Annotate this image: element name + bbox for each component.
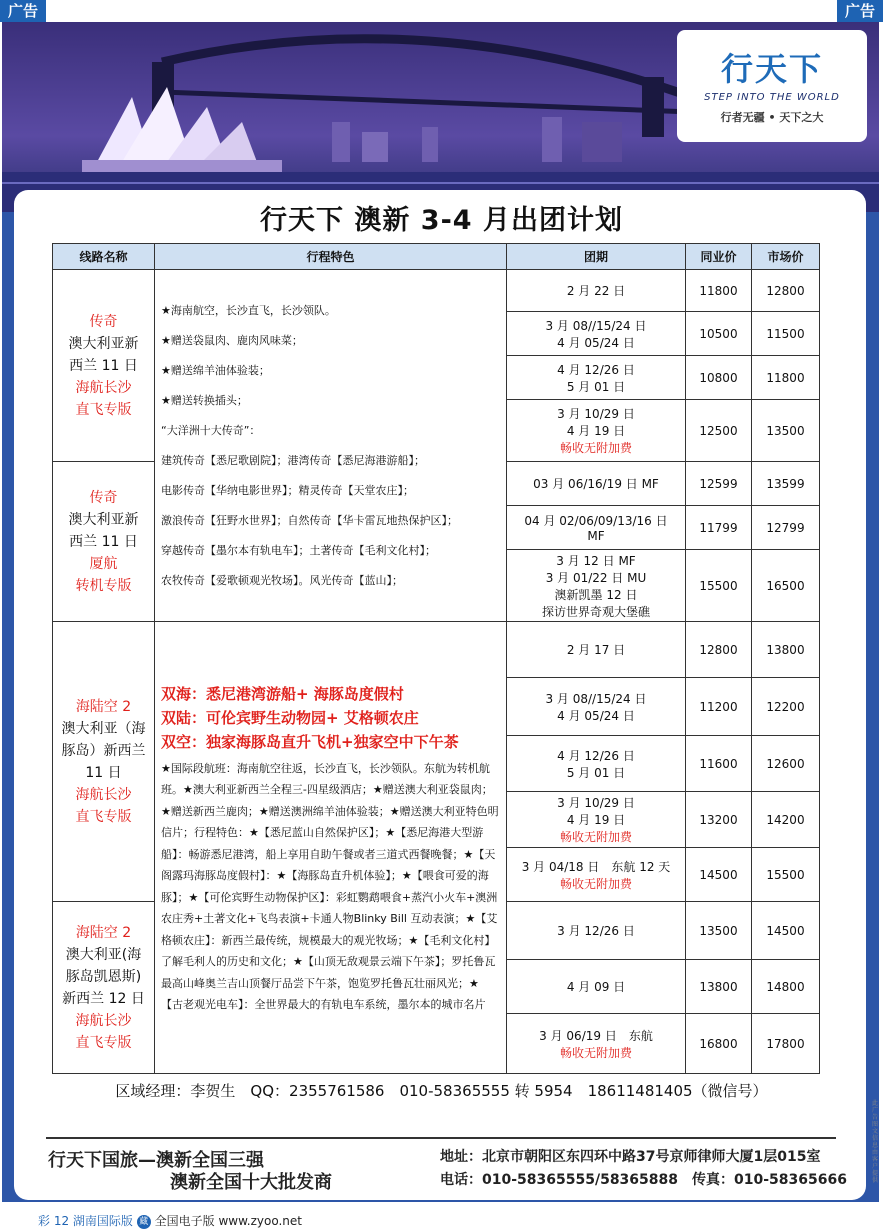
peer-price-cell: 11600 bbox=[686, 736, 752, 792]
peer-price-cell: 14500 bbox=[686, 848, 752, 902]
date-cell: 3 月 12 日 MF 3 月 01/22 日 MU 澳新凯墨 12 日 探访世界奇观大堡礁 bbox=[507, 550, 686, 622]
edition-name: 湖南国际版 bbox=[72, 1214, 133, 1228]
tour-schedule-table bbox=[52, 243, 820, 1074]
xingtianxia-logo bbox=[677, 30, 867, 142]
date-cell: 2 月 22 日 bbox=[507, 270, 686, 312]
page-number: 彩 12 bbox=[38, 1214, 70, 1228]
route-cell: 传奇 澳大利亚新 西兰 11 日 海航长沙 直飞专版 bbox=[53, 270, 155, 462]
peer-price-cell: 13800 bbox=[686, 960, 752, 1014]
market-price-cell: 14200 bbox=[752, 792, 820, 848]
date-cell: 3 月 08//15/24 日 4 月 05/24 日 bbox=[507, 678, 686, 736]
peer-price-cell: 12800 bbox=[686, 622, 752, 678]
contact-line: 区域经理：李贺生 QQ：2355761586 010-58365555 转 5954 18611481405（微信号） bbox=[115, 1082, 768, 1100]
site-url[interactable]: www.zyoo.net bbox=[218, 1214, 302, 1228]
market-price-cell: 14500 bbox=[752, 902, 820, 960]
col-header-peer-price: 同业价 bbox=[686, 244, 752, 270]
market-price-cell: 13599 bbox=[752, 462, 820, 506]
table-row bbox=[53, 622, 820, 678]
peer-price-cell: 15500 bbox=[686, 550, 752, 622]
peer-price-cell: 11799 bbox=[686, 506, 752, 550]
footer-slogan-2: 澳新全国十大批发商 bbox=[170, 1172, 332, 1193]
date-cell: 03 月 06/16/19 日 MF bbox=[507, 462, 686, 506]
peer-price-cell: 12599 bbox=[686, 462, 752, 506]
peer-price-cell: 11200 bbox=[686, 678, 752, 736]
logo-main-text: 行天下 bbox=[720, 50, 823, 88]
ad-label-left: 广告 bbox=[0, 0, 46, 22]
features-cell: ★海南航空，长沙直飞，长沙领队。 ★赠送袋鼠肉、鹿肉风味菜； ★赠送绵羊油体验装； ★赠送转换插头； “大洋洲十大传奇”： 建筑传奇【悉尼歌剧院】；港湾传奇【悉尼海港游船】； 电影传奇【华纳电影世界】；精灵传奇【天堂农庄】； 激浪传奇【狂野水世界】；自然传奇【华卡雷瓦地热保护区】； 穿越传奇【墨尔本有轨电车】；土著传奇【毛利文化村】； 农牧传奇【爱歌顿观光牧场】。风光传奇【蓝山】； bbox=[155, 270, 507, 622]
peer-price-cell: 10500 bbox=[686, 312, 752, 356]
date-cell: 3 月 12/26 日 bbox=[507, 902, 686, 960]
page-title: 行天下 澳新 3-4 月出团计划 bbox=[260, 205, 623, 236]
col-header-dates: 团期 bbox=[507, 244, 686, 270]
col-header-features: 行程特色 bbox=[155, 244, 507, 270]
col-header-market-price: 市场价 bbox=[752, 244, 820, 270]
market-price-cell: 13500 bbox=[752, 400, 820, 462]
market-price-cell: 15500 bbox=[752, 848, 820, 902]
peer-price-cell: 13500 bbox=[686, 902, 752, 960]
footer-phone: 电话：010-58365555/58365888 传真：010-58365666 bbox=[440, 1172, 847, 1188]
market-price-cell: 11800 bbox=[752, 356, 820, 400]
table-header-row bbox=[53, 244, 820, 270]
market-price-cell: 12200 bbox=[752, 678, 820, 736]
date-cell: 4 月 12/26 日 5 月 01 日 bbox=[507, 736, 686, 792]
date-cell: 3 月 08//15/24 日 4 月 05/24 日 bbox=[507, 312, 686, 356]
market-price-cell: 12600 bbox=[752, 736, 820, 792]
peer-price-cell: 11800 bbox=[686, 270, 752, 312]
market-price-cell: 13800 bbox=[752, 622, 820, 678]
date-cell: 3 月 04/18 日 东航 12 天 畅收无附加费 bbox=[507, 848, 686, 902]
electronic-edition-label: 全国电子版 bbox=[154, 1214, 215, 1228]
date-cell: 2 月 17 日 bbox=[507, 622, 686, 678]
features-cell: 双海：悉尼港湾游船+ 海豚岛度假村 双陆：可伦宾野生动物园+ 艾格顿农庄 双空：独家海豚岛直升飞机+独家空中下午茶 ★国际段航班：海南航空往返，长沙直飞，长沙领队。东航为转机航班。★澳大利亚新西兰全程三-四星级酒店；★赠送澳大利亚袋鼠肉；★赠送新西兰鹿肉；★赠送澳洲绵羊油体验装；★赠送澳大利亚特色明信片；行程特色：★【悉尼蓝山自然保护区】；★【悉尼海港大型游船】：畅游悉尼港湾，船上享用自助午餐或者三道式西餐晚餐；★【天阁露玛海豚岛度假村】：★【海豚岛直升机体验】；★【喂食可爱的海豚】；★【可伦宾野生动物保护区】：彩虹鹦鹉喂食+蒸汽小火车+澳洲农庄秀+土著文化+飞鸟表演+卡通人物Blinky Bill 互动表演；★【艾格顿农庄】：新西兰最传统，规模最大的观光牧场；★【毛利文化村】了解毛利人的历史和文化；★【山顶无敌观景云端下午茶】；罗托鲁瓦最高山峰奥兰吉山顶餐厅品尝下午茶，饱览罗托鲁瓦壮丽风光；★【古老观光电车】：全世界最大的有轨电车系统，墨尔本的城市名片 bbox=[155, 622, 507, 1074]
route-cell: 海陆空 2 澳大利亚(海 豚岛凯恩斯) 新西兰 12 日 海航长沙 直飞专版 bbox=[53, 902, 155, 1074]
date-cell: 3 月 10/29 日 4 月 19 日 畅收无附加费 bbox=[507, 792, 686, 848]
col-header-route: 线路名称 bbox=[53, 244, 155, 270]
edition-icon: 藏 bbox=[137, 1215, 151, 1229]
footer-address: 地址：北京市朝阳区东四环中路37号京师律师大厦1层015室 bbox=[440, 1149, 821, 1165]
peer-price-cell: 13200 bbox=[686, 792, 752, 848]
peer-price-cell: 10800 bbox=[686, 356, 752, 400]
market-price-cell: 16500 bbox=[752, 550, 820, 622]
date-cell: 04 月 02/06/09/13/16 日 MF bbox=[507, 506, 686, 550]
table-row bbox=[53, 270, 820, 312]
side-disclaimer: 此广告图文信息由客户提供 bbox=[872, 1100, 879, 1184]
logo-english-text: STEP INTO THE WORLD bbox=[704, 92, 840, 103]
market-price-cell: 17800 bbox=[752, 1014, 820, 1074]
page-footer bbox=[38, 1212, 302, 1229]
date-cell: 4 月 09 日 bbox=[507, 960, 686, 1014]
route-cell: 海陆空 2 澳大利亚（海 豚岛）新西兰 11 日 海航长沙 直飞专版 bbox=[53, 622, 155, 902]
date-cell: 3 月 06/19 日 东航 畅收无附加费 bbox=[507, 1014, 686, 1074]
logo-slogan: 行者无疆 • 天下之大 bbox=[720, 111, 824, 124]
route-cell: 传奇 澳大利亚新 西兰 11 日 厦航 转机专版 bbox=[53, 462, 155, 622]
market-price-cell: 14800 bbox=[752, 960, 820, 1014]
market-price-cell: 12800 bbox=[752, 270, 820, 312]
date-cell: 4 月 12/26 日 5 月 01 日 bbox=[507, 356, 686, 400]
peer-price-cell: 16800 bbox=[686, 1014, 752, 1074]
footer-divider bbox=[46, 1137, 836, 1139]
footer-slogan-1: 行天下国旅—澳新全国三强 bbox=[48, 1150, 264, 1171]
peer-price-cell: 12500 bbox=[686, 400, 752, 462]
ad-label-right: 广告 bbox=[837, 0, 883, 22]
market-price-cell: 12799 bbox=[752, 506, 820, 550]
date-cell: 3 月 10/29 日 4 月 19 日 畅收无附加费 bbox=[507, 400, 686, 462]
market-price-cell: 11500 bbox=[752, 312, 820, 356]
